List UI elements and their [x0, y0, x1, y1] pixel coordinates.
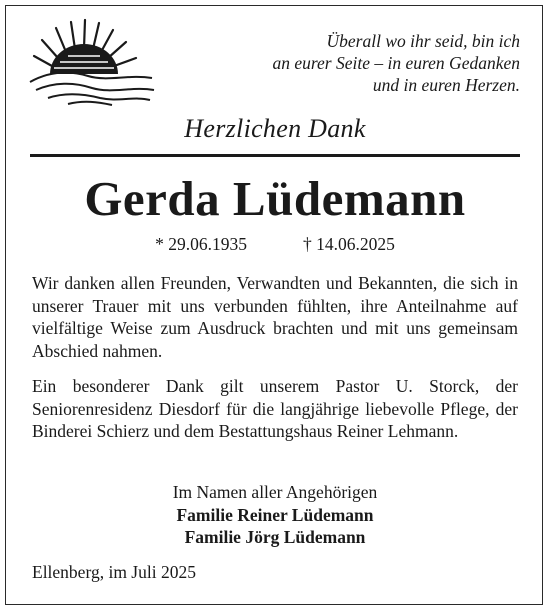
birth-date: * 29.06.1935 — [155, 234, 247, 254]
life-dates — [0, 234, 550, 255]
family-name: Familie Reiner Lüdemann — [176, 504, 374, 525]
poem-line: an eurer Seite – in euren Gedanken — [272, 53, 520, 73]
death-date: † 14.06.2025 — [303, 234, 395, 254]
thanks-paragraph: Wir danken allen Freunden, Verwandten und Bekannten, die sich in unserer Trauer mit uns verbunden fühlten, ihre Anteilnahme auf vielfältige Weise zum Ausdruck brachten und mit uns gemeinsam Abschied nahmen. — [32, 273, 518, 361]
special-thanks-paragraph: Ein besonderer Dank gilt unserem Pastor U. Storck, der Seniorenresidenz Diesdorf für die langjährige liebevolle Pflege, der Binderei Schierz und dem Bestattungshaus Reiner Lehmann. — [32, 376, 518, 442]
signoff-intro: Im Namen aller Angehörigen — [172, 482, 378, 502]
heading: Herzlichen Dank — [184, 114, 366, 143]
poem — [190, 30, 520, 96]
family-name: Familie Jörg Lüdemann — [184, 527, 366, 548]
signoff — [0, 481, 550, 549]
poem-line: und in euren Herzen. — [372, 75, 520, 95]
divider-rule — [30, 154, 520, 157]
place-date: Ellenberg, im Juli 2025 — [32, 562, 196, 582]
sunrise-icon — [28, 16, 158, 108]
deceased-name: Gerda Lüdemann — [84, 171, 466, 226]
poem-line: Überall wo ihr seid, bin ich — [326, 31, 520, 51]
